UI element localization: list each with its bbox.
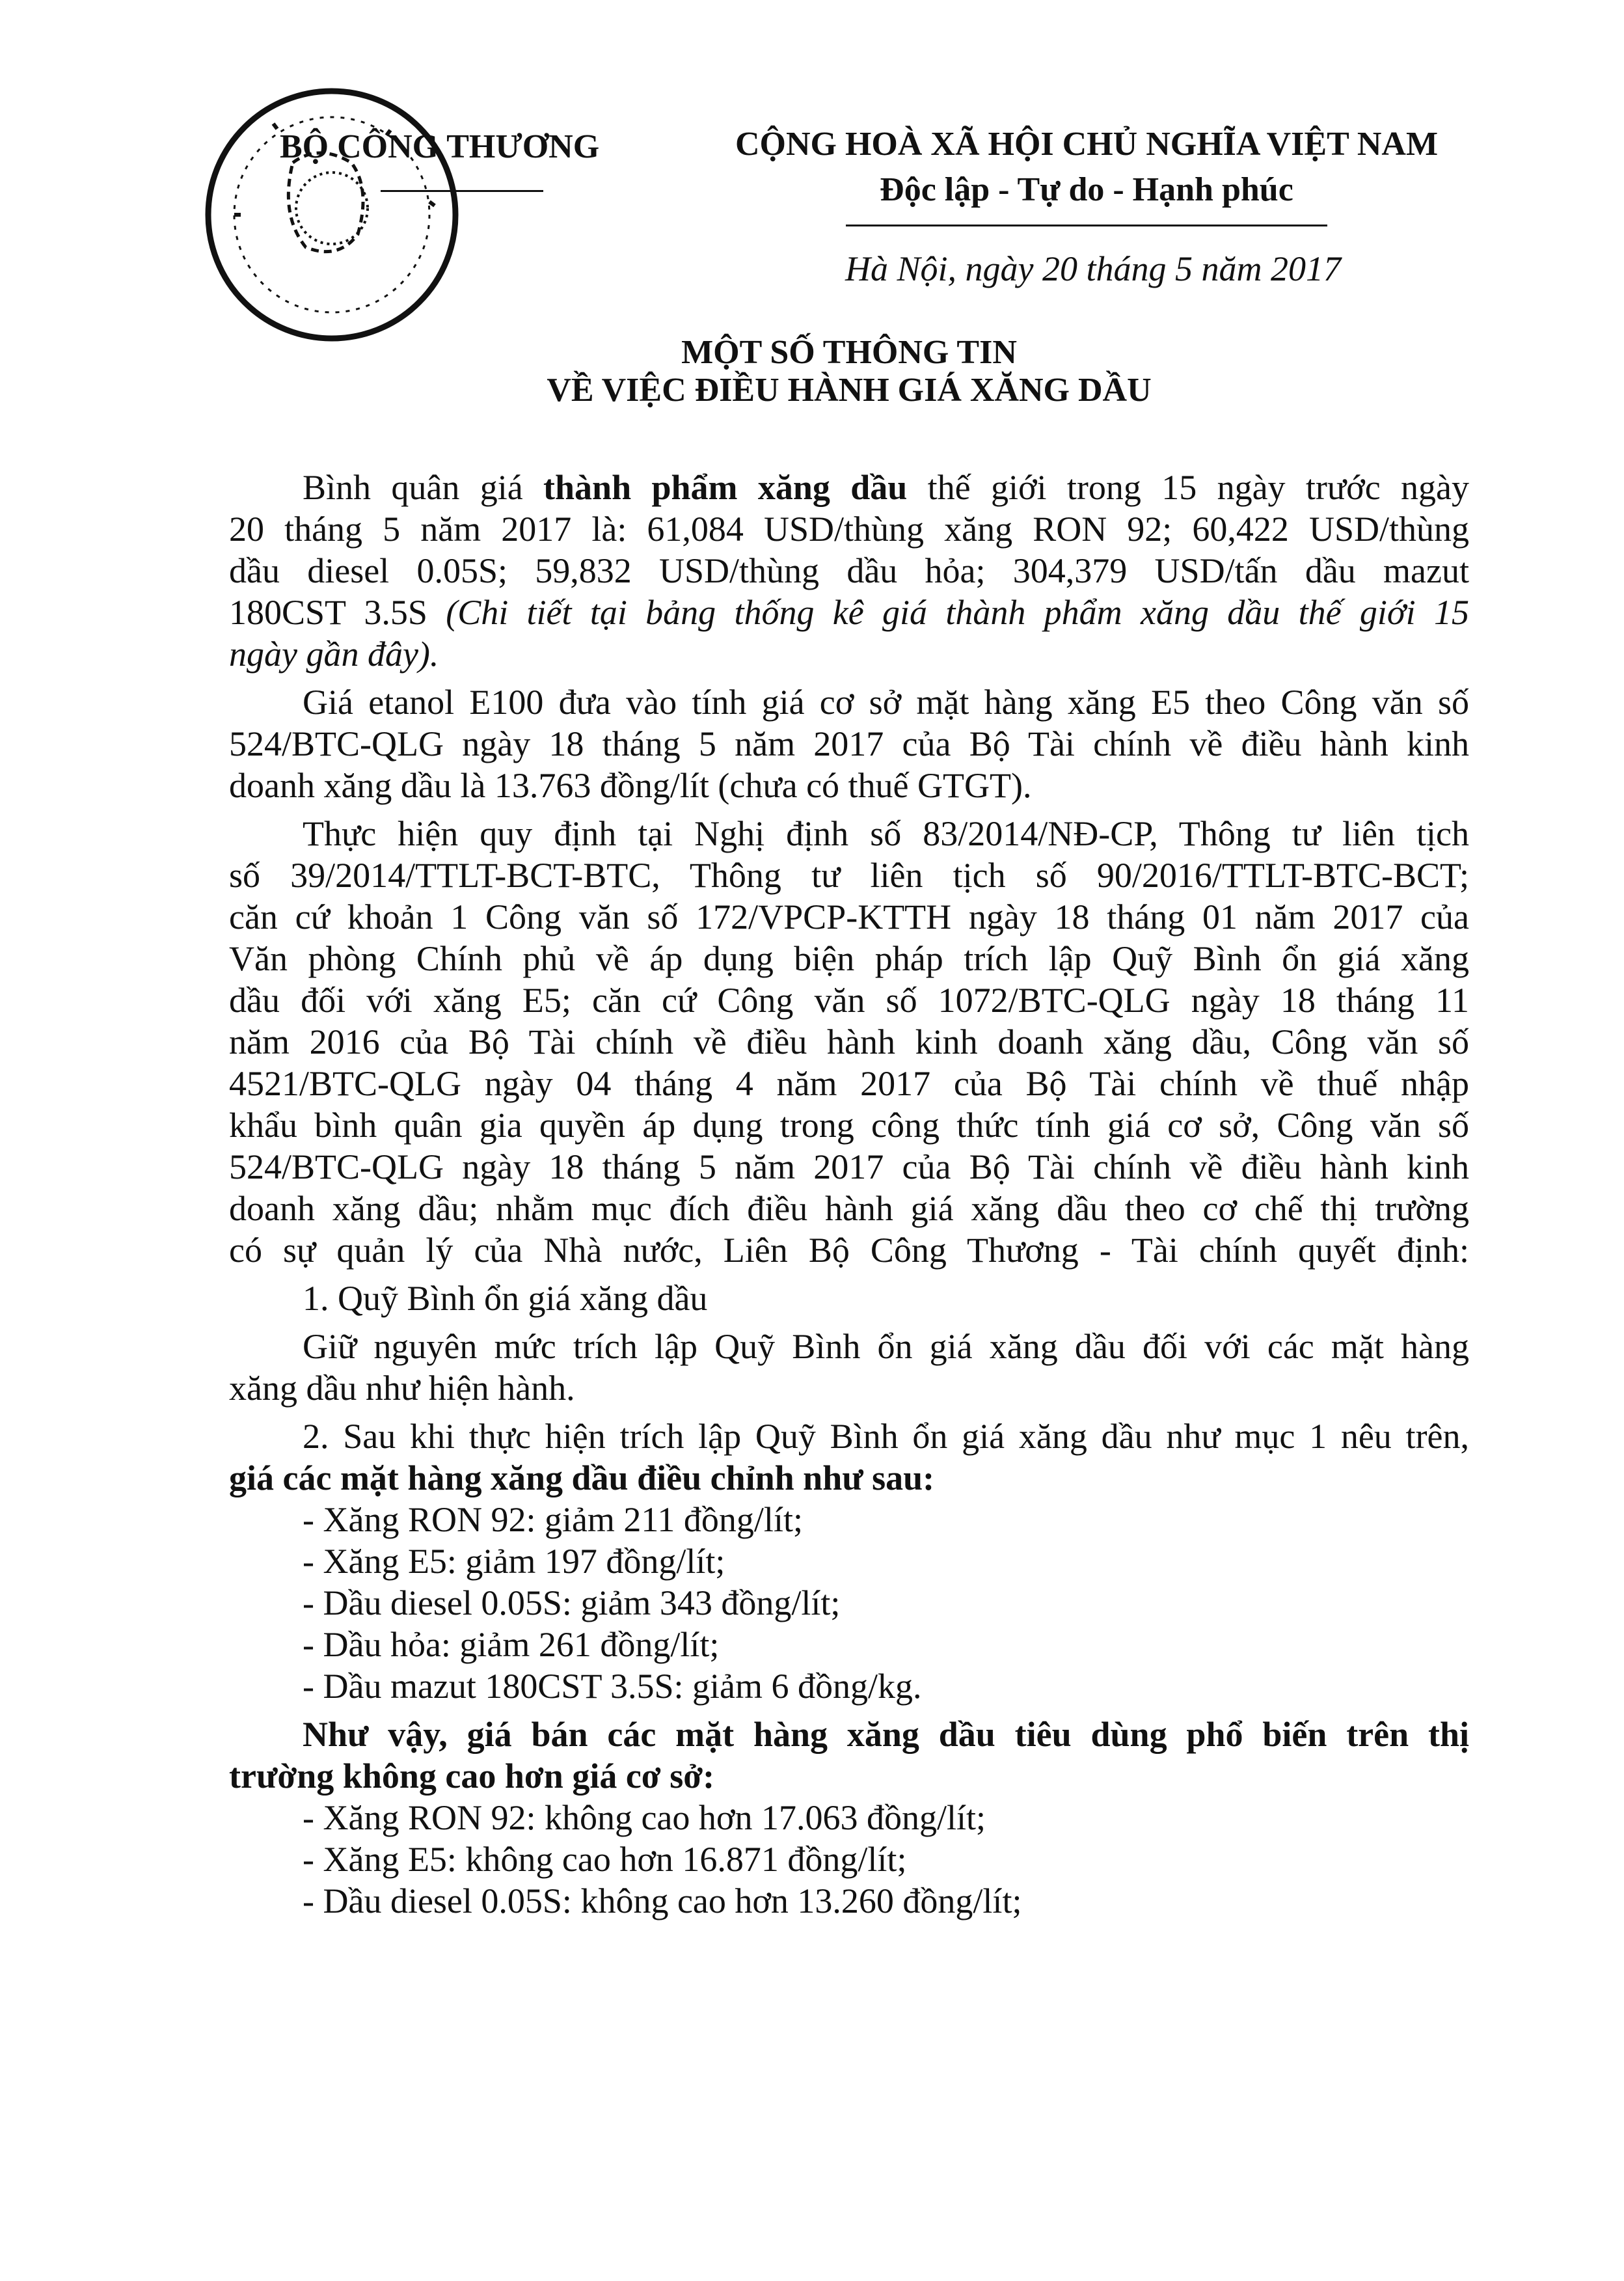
section-retail-price-caps: Như vậy, giá bán các mặt hàng xăng dầu tiêu dùng phổ biến trên thị trường không cao hơn giá cơ sở: - Xăng RON 92: không cao hơn 17.063 đồng/lít; - Xăng E5: không cao hơn 16.871 đồng/lít; - Dầu diesel 0.05S: không cao hơn 13.260 đồng/lít;: [229, 1715, 1469, 1920]
agency-divider: [381, 190, 543, 192]
section-2-price-adjustment: 2. Sau khi thực hiện trích lập Quỹ Bình ổn giá xăng dầu như mục 1 nêu trên, giá các mặt hàng xăng dầu điều chỉnh như sau: - Xăng RON 92: giảm 211 đồng/lít; - Xăng E5: giảm 197 đồng/lít; - Dầu diesel 0.05S: giảm 343 đồng/lít; - Dầu hỏa: giảm 261 đồng/lít; - Dầu mazut 180CST 3.5S: giảm 6 đồng/kg.: [229, 1417, 1469, 1706]
document-title-line-1: MỘT SỐ THÔNG TIN: [681, 334, 1017, 371]
list-item: - Xăng RON 92: không cao hơn 17.063 đồng/lít;: [303, 1798, 986, 1837]
list-item: - Xăng E5: giảm 197 đồng/lít;: [303, 1542, 725, 1581]
section-1-body: Giữ nguyên mức trích lập Quỹ Bình ổn giá xăng dầu đối với các mặt hàng xăng dầu như hiện hành.: [229, 1327, 1469, 1408]
document-title-line-2: VỀ VIỆC ĐIỀU HÀNH GIÁ XĂNG DẦU: [547, 372, 1152, 409]
paragraph-world-prices: Bình quân giá thành phẩm xăng dầu thế giới trong 15 ngày trước ngày 20 tháng 5 năm 2017 là: 61,084 USD/thùng xăng RON 92; 60,422 USD/thùng dầu diesel 0.05S; 59,832 USD/thùng dầu hỏa; 304,379 USD/tấn dầu mazut 180CST 3.5S (Chi tiết tại bảng thống kê giá thành phẩm xăng dầu thế giới 15 ngày gần đây).: [229, 468, 1470, 674]
place-date: Hà Nội, ngày 20 tháng 5 năm 2017: [845, 249, 1341, 288]
section-1-stabilization-fund: 1. Quỹ Bình ổn giá xăng dầu: [303, 1279, 708, 1318]
national-title: CỘNG HOÀ XÃ HỘI CHỦ NGHĨA VIỆT NAM: [735, 126, 1439, 163]
document-body: [229, 467, 1469, 1928]
paragraph-ethanol-price: Giá etanol E100 đưa vào tính giá cơ sở mặt hàng xăng E5 theo Công văn số 524/BTC-QLG ngày 18 tháng 5 năm 2017 của Bộ Tài chính về điều hành kinh doanh xăng dầu là 13.763 đồng/lít (chưa có thuế GTGT).: [229, 683, 1469, 805]
official-seal: [195, 85, 475, 364]
issuing-agency: BỘ CÔNG THƯƠNG: [280, 128, 600, 165]
list-item: - Dầu diesel 0.05S: không cao hơn 13.260 đồng/lít;: [303, 1881, 1022, 1920]
motto-divider: [846, 225, 1327, 226]
list-item: - Dầu mazut 180CST 3.5S: giảm 6 đồng/kg.: [303, 1667, 922, 1706]
list-item: - Dầu hỏa: giảm 261 đồng/lít;: [303, 1625, 720, 1664]
list-item: - Xăng RON 92: giảm 211 đồng/lít;: [303, 1500, 803, 1539]
list-item: - Dầu diesel 0.05S: giảm 343 đồng/lít;: [303, 1583, 841, 1622]
paragraph-legal-basis: Thực hiện quy định tại Nghị định số 83/2014/NĐ-CP, Thông tư liên tịch số 39/2014/TTLT-BCT-BTC, Thông tư liên tịch số 90/2016/TTLT-BTC-BCT; căn cứ khoản 1 Công văn số 172/VPCP-KTTH ngày 18 tháng 01 năm 2017 của Văn phòng Chính phủ về áp dụng biện pháp trích lập Quỹ Bình ổn giá xăng dầu đối với xăng E5; căn cứ Công văn số 1072/BTC-QLG ngày 18 tháng 11 năm 2016 của Bộ Tài chính về điều hành kinh doanh xăng dầu, Công văn số 4521/BTC-QLG ngày 04 tháng 4 năm 2017 của Bộ Tài chính về thuế nhập khẩu bình quân gia quyền áp dụng trong công thức tính giá cơ sở, Công văn số 524/BTC-QLG ngày 18 tháng 5 năm 2017 của Bộ Tài chính về điều hành kinh doanh xăng dầu; nhằm mục đích điều hành giá xăng dầu theo cơ chế thị trường có sự quản lý của Nhà nước, Liên Bộ Công Thương - Tài chính quyết định:: [229, 814, 1469, 1270]
national-motto: Độc lập - Tự do - Hạnh phúc: [880, 171, 1293, 208]
list-item: - Xăng E5: không cao hơn 16.871 đồng/lít;: [303, 1840, 907, 1879]
